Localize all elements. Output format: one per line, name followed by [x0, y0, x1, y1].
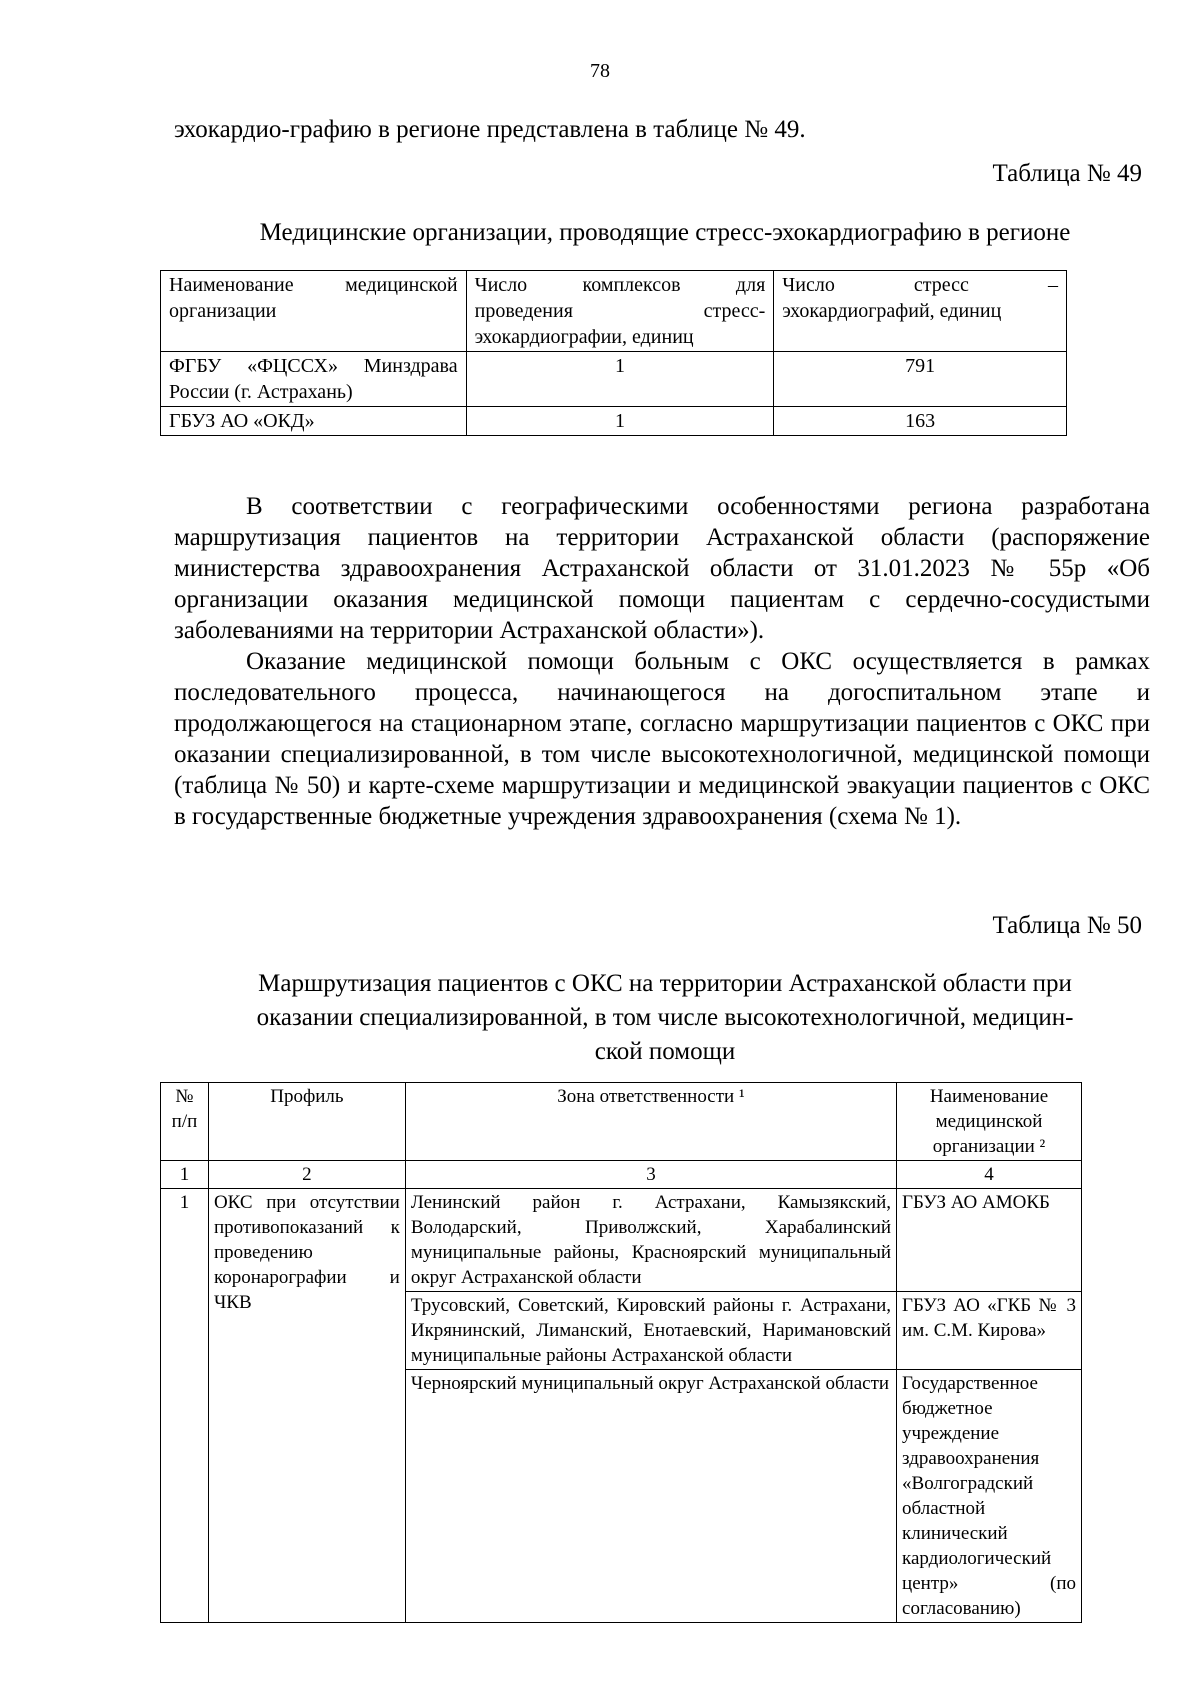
table-header-cell: Число стресс – эхокардиографий, единиц [774, 271, 1067, 352]
table-header-cell: № п/п [161, 1083, 209, 1161]
body-text [174, 491, 1150, 832]
table-cell: ОКС при отсутствии противопоказаний к проведению коронарографии и ЧКВ [208, 1189, 405, 1623]
table50-title [190, 967, 1140, 1069]
table-cell: ГБУЗ АО АМОКБ [897, 1189, 1082, 1292]
table-header-row [161, 1083, 1082, 1161]
table-cell: 163 [774, 407, 1067, 436]
table50-title-line: оказании специализированной, в том числе высокотехнологичной, медицин- [256, 1004, 1074, 1031]
paragraph: В соответствии с географическими особенностями региона разработана маршрутизация пациентов на территории Астраханской области (распоряжение министерства здравоохранения Астраханской области от 31.01.2023 № 55р «Об организации оказания медицинской помощи пациентам с сердечно-сосудистыми заболеваниями на территории Астраханской области»). [174, 493, 1150, 644]
table49-title: Медицинские организации, проводящие стресс-эхокардиографию в регионе [259, 219, 1071, 246]
paragraph: Оказание медицинской помощи больным с ОКС осуществляется в рамках последовательного процесса, начинающегося на догоспитальном этапе и продолжающегося на стационарном этапе, согласно маршрутизации пациентов с ОКС при оказании специализированной, в том числе высокотехнологичной, медицинской помощи (таблица № 50) и карте-схеме маршрутизации и медицинской эвакуации пациентов с ОКС в государственные бюджетные учреждения здравоохранения (схема № 1). [174, 648, 1150, 830]
table50-title-line: Маршрутизация пациентов с ОКС на территории Астраханской области при [258, 970, 1072, 997]
table-cell: Трусовский, Советский, Кировский районы г. Астрахани, Икрянинский, Лиманский, Енотаевский, Наримановский муниципальные районы Астраханской области [405, 1292, 896, 1370]
table-cell: Черноярский муниципальный округ Астраханской области [405, 1370, 896, 1623]
table-cell: 2 [208, 1161, 405, 1189]
table-header-cell: Наименование медицинской организации ² [897, 1083, 1082, 1161]
page-number: 78 [590, 60, 610, 82]
table-cell: ГБУЗ АО «ГКБ № 3 им. С.М. Кирова» [897, 1292, 1082, 1370]
table49-caption: Таблица № 49 [992, 160, 1142, 187]
table-header-cell: Число комплексов для проведения стресс-эхокардиографии, единиц [466, 271, 774, 352]
table-cell: ГБУЗ АО «ОКД» [161, 407, 467, 436]
table-row [161, 407, 1067, 436]
intro-line: эхокардио-графию в регионе представлена в таблице № 49. [174, 116, 806, 143]
table-cell: 1 [466, 352, 774, 407]
table-row [161, 352, 1067, 407]
table-cell: Ленинский район г. Астрахани, Камызякский, Володарский, Приволжский, Харабалинский муниципальные районы, Красноярский муниципальный округ Астраханской области [405, 1189, 896, 1292]
table-header-row [161, 271, 1067, 352]
table-cell: 1 [161, 1161, 209, 1189]
table50-caption: Таблица № 50 [992, 912, 1142, 939]
table-header-cell: Наименование медицинской организации [161, 271, 467, 352]
table-cell: 791 [774, 352, 1067, 407]
table-49 [160, 270, 1067, 436]
table50-title-line: ской помощи [594, 1038, 736, 1065]
table-50 [160, 1082, 1082, 1623]
table-cell: 1 [466, 407, 774, 436]
table-header-cell: Зона ответственности ¹ [405, 1083, 896, 1161]
table-cell: 4 [897, 1161, 1082, 1189]
table-cell: 1 [161, 1189, 209, 1623]
table-cell: 3 [405, 1161, 896, 1189]
table-row [161, 1189, 1082, 1292]
table-header-cell: Профиль [208, 1083, 405, 1161]
table-cell: ФГБУ «ФЦССХ» Минздрава России (г. Астрахань) [161, 352, 467, 407]
table-cell: Государственное бюджетное учреждение здравоохранения «Волгоградский областной клинический кардиологический центр» (по согласованию) [897, 1370, 1082, 1623]
table-colnum-row [161, 1161, 1082, 1189]
